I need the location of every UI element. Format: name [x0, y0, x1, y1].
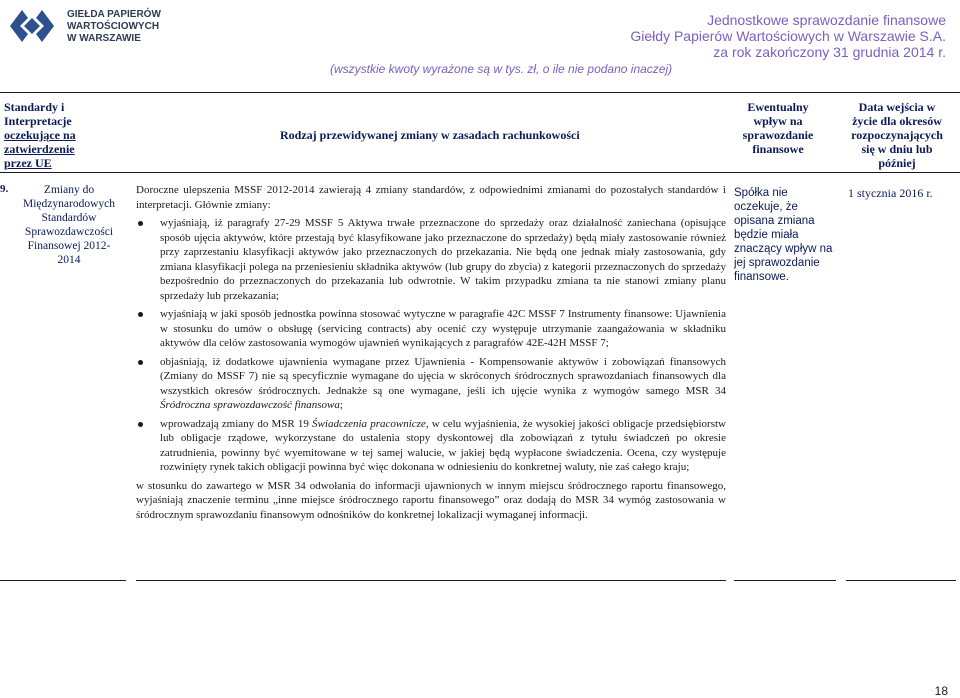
header-change: Rodzaj przewidywanej zmiany w zasadach rachunkowości [280, 128, 580, 142]
header-effective-line: rozpoczynających [851, 128, 943, 142]
header-effective-date [842, 100, 952, 170]
change-intro-b: Głównie zmiany: [194, 198, 271, 211]
header-standards-line: zatwierdzenie [4, 142, 75, 156]
header-impact-line: finansowe [752, 142, 804, 156]
report-company: Giełdy Papierów Wartościowych w Warszawie S.A. [630, 28, 946, 44]
row-bottom-rule-col3 [734, 580, 836, 581]
header-standards [4, 100, 114, 170]
header-effective-line: się w dniu lub [861, 142, 933, 156]
bullet-text: wyjaśniają w jaki sposób jednostka powinna stosować wytyczne w paragrafie 42C MSSF 7 Instrumenty finansowe: Ujawnienia w stosunku do umów o obsługę (servicing contracts) aby ocenić czy występuje utrzymanie zaangażowania w składniku aktywów dla celów zastosowania wymogów ujawnień wynikających z paragrafów 42E-42H MSSF 7; [160, 308, 726, 349]
report-header [630, 12, 946, 60]
standard-name-line: 2014 [57, 254, 81, 266]
row-number: 9. [0, 183, 9, 195]
header-impact-line: sprawozdanie [742, 128, 814, 142]
logo-text [67, 9, 161, 45]
report-period: za rok zakończony 31 grudnia 2014 r. [713, 44, 946, 60]
bullet-italic-title: Świadczenia pracownicze [312, 417, 426, 430]
row-bottom-rule-col2 [136, 580, 726, 581]
header-impact-line: Ewentualny [747, 100, 809, 114]
bullet-italic-title: Śródroczna sprawozdawczość finansowa [160, 399, 340, 411]
table-top-rule [0, 92, 960, 93]
standard-name-line: Sprawozdawczości [24, 226, 114, 238]
report-title: Jednostkowe sprawozdanie finansowe [707, 12, 946, 28]
page-number: 18 [934, 684, 948, 698]
standard-name-line: Finansowej 2012- [27, 240, 111, 252]
change-bullet-item [160, 307, 726, 351]
logo-line-3: W WARSZAWIE [67, 33, 141, 44]
standard-name-line: Standardów [41, 212, 97, 224]
change-bullet-list [136, 216, 726, 475]
row-effective-date: 1 stycznia 2016 r. [848, 186, 933, 200]
change-bullet-item [160, 355, 726, 413]
change-bullet-item [160, 216, 726, 303]
bullet-text: objaśniają, iż dodatkowe ujawnienia wymagane przez Ujawnienia - Kompensowanie aktywów i zobowiązań finansowych (Zmiany do MSSF 7) nie są specyficznie wymagane do ujęcia w skróconych śródrocznych sprawozdaniach finansowych dla wszystkich okresów śródrocznych. Jednakże są one wymagane, jeśli ich ujęcie wynika z wymogów samego MSR 34 [160, 355, 726, 397]
header-standards-line: oczekujące na [4, 128, 76, 142]
row-impact: Spółka nie oczekuje, że opisana zmiana będzie miała znaczący wpływ na jej sprawozdanie finansowe. [734, 187, 833, 283]
bullet-text: wyjaśniają, iż paragrafy 27-29 MSSF 5 Aktywa trwałe przeznaczone do sprzedaży oraz działalność zaniechana (opisujące sposób ujęcia aktywów, które przestają być klasyfikowane jako przeznaczone do sprzedaży) będą miały zastosowanie również przy zaprzestaniu klasyfikacji aktywów jako przeznaczonych do przekazania. Nie będą one jednak miały zastosowania, gdy zmiana klasyfikacji polega na przeniesieniu składnika aktywów (lub grupy do zbycia) z kategorii przeznaczonych do sprzedaży bezpośrednio do przeznaczonych do przekazania lub odwrotnie. W takim przypadku zmiana ta nie stanowi zmiany planu sprzedaży lub przekazania; [160, 217, 726, 302]
logo-line-1: GIEŁDA PAPIERÓW [67, 9, 161, 20]
header-effective-line: później [878, 156, 916, 170]
change-intro-a: Doroczne ulepszenia MSSF 2012-2014 zawierają 4 zmiany standardów, z odpowiednimi zmianami do pozostałych standardów i interpretacji. [136, 184, 726, 211]
row-standard-name [14, 183, 124, 267]
bullet-text: ; [339, 399, 343, 411]
header-effective-line: życie dla okresów [852, 114, 942, 128]
header-bottom-rule [0, 172, 960, 173]
header-impact-line: wpływ na [753, 114, 803, 128]
row-bottom-rule-col1 [0, 580, 126, 581]
header-impact [728, 100, 828, 156]
row-bottom-rule-col4 [846, 580, 956, 581]
header-standards-line: Interpretacje [4, 114, 72, 128]
bullet-text: , w celu wyjaśnienia, że wysokiej jakości obligacje przedsiębiorstw lub obligacje rządowe, wykorzystane do ustalenia stopy dyskontowej dla zobowiązań z tytułu świadczeń po okresie zatrudnienia, powinny być wyemitowane w tej samej walucie, w jakiej będą wypłacone świadczenia. Ocena, czy występuje rozwinięty rynek takich obligacji powinna być więc dokonana w odniesieniu do konkretnej waluty, nie zaś całego kraju; [160, 417, 726, 473]
change-bullet-item [160, 417, 726, 475]
standard-name-line: Zmiany do [43, 184, 95, 196]
standard-name-line: Międzynarodowych [23, 198, 115, 210]
change-description [136, 183, 726, 522]
header-effective-line: Data wejścia w [858, 100, 936, 114]
bullet-text: wprowadzają zmiany do MSR 19 [160, 417, 313, 430]
amounts-note: (wszystkie kwoty wyrażone są w tys. zł, o ile nie podano inaczej) [330, 62, 673, 76]
logo-line-2: WARTOŚCIOWYCH [67, 21, 160, 32]
header-standards-line: Standardy i [4, 100, 65, 114]
change-intro [136, 183, 726, 212]
header-standards-line: przez UE [4, 156, 52, 170]
gpw-logo-icon [4, 6, 62, 46]
change-closing: w stosunku do zawartego w MSR 34 odwołania do informacji ujawnionych w innym miejscu śródrocznego raportu finansowego, wyjaśniają znaczenie terminu „inne miejsce śródrocznego raportu finansowego” oraz dodają do MSR 34 wymóg zastosowania w śródrocznym sprawozdaniu finansowym odnośników do konkretnej lokalizacji wymaganej informacji. [136, 479, 726, 521]
